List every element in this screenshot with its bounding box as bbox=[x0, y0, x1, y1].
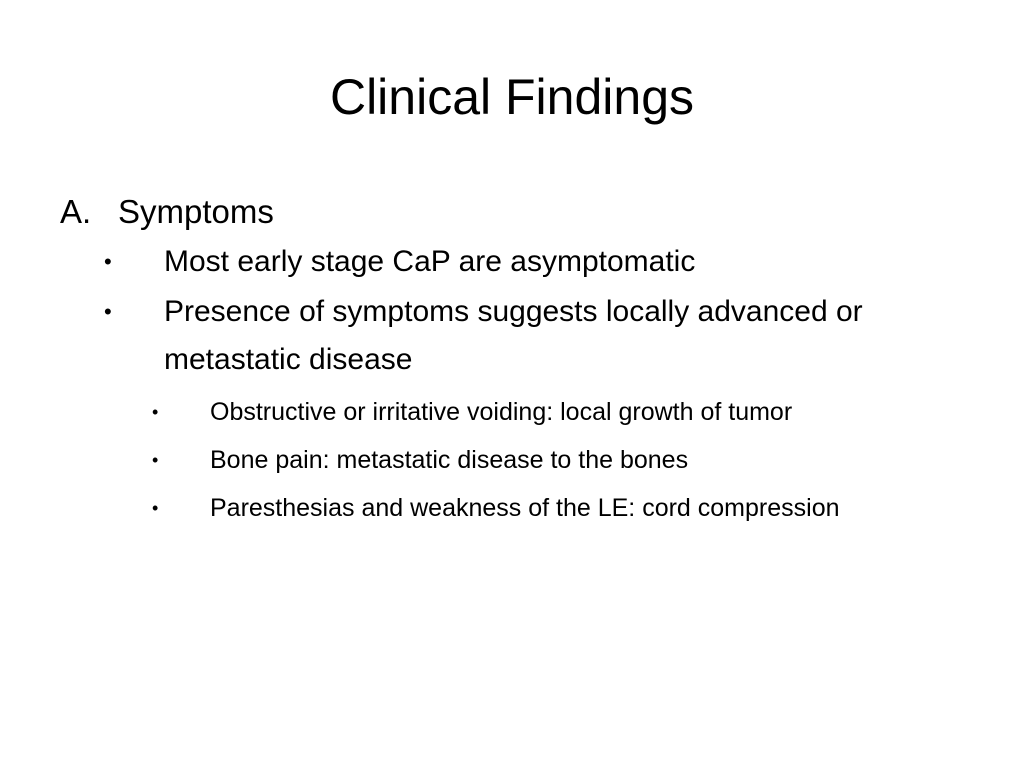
bullet-item bbox=[104, 288, 980, 384]
sub-bullet-item bbox=[152, 488, 980, 528]
sub-bullet-icon: • bbox=[152, 498, 159, 518]
sub-bullet-item bbox=[152, 392, 980, 432]
sub-bullet-text: Bone pain: metastatic disease to the bones bbox=[210, 446, 689, 474]
bullet-icon: • bbox=[104, 249, 112, 274]
sub-bullet-icon: • bbox=[152, 402, 159, 422]
section-heading bbox=[60, 188, 980, 236]
sub-bullet-icon: • bbox=[152, 450, 159, 470]
slide-body bbox=[60, 188, 980, 528]
sub-bullet-text: Obstructive or irritative voiding: local growth of tumor bbox=[210, 398, 793, 426]
bullet-text: Most early stage CaP are asymptomatic bbox=[164, 245, 696, 278]
section-heading-text: Symptoms bbox=[118, 193, 274, 230]
bullet-text: Presence of symptoms suggests locally advanced or metastatic disease bbox=[164, 295, 863, 376]
bullet-item bbox=[104, 238, 980, 286]
sub-bullet-item bbox=[152, 440, 980, 480]
section-marker: A. bbox=[60, 193, 92, 230]
bullet-icon: • bbox=[104, 299, 112, 324]
sub-bullet-text: Paresthesias and weakness of the LE: cord compression bbox=[210, 494, 840, 522]
slide-title: Clinical Findings bbox=[329, 69, 695, 125]
